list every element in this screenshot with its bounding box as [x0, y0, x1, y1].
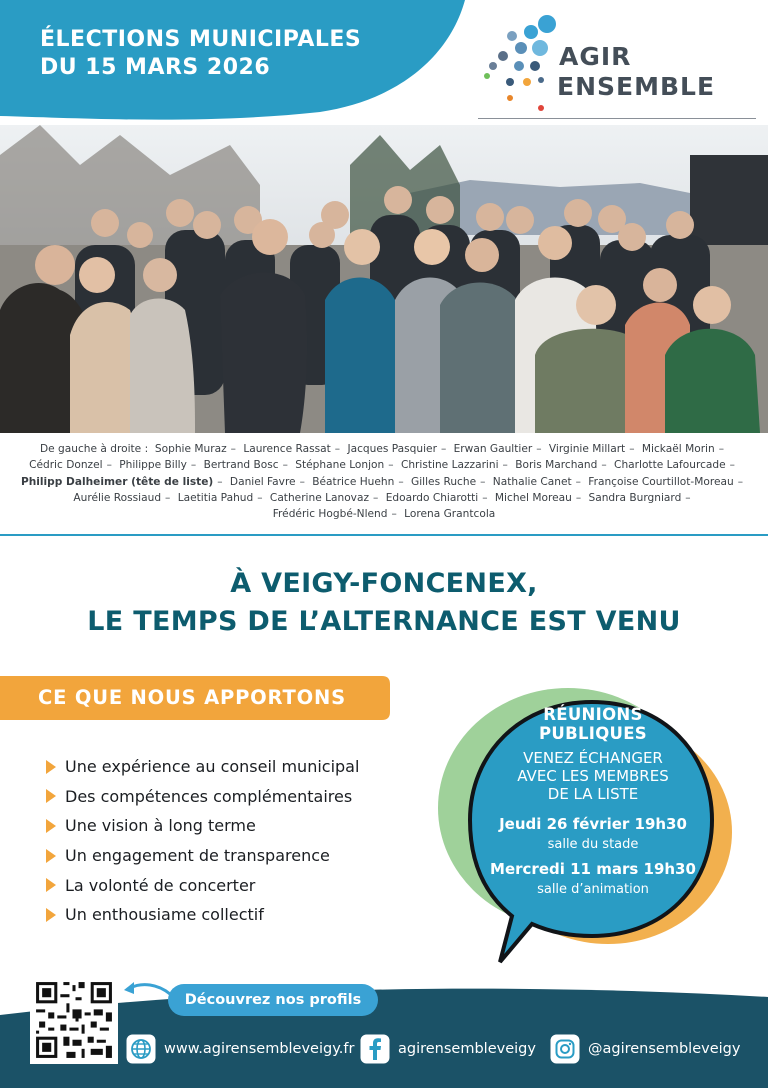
caption-separator: – — [440, 443, 447, 455]
caption-name: Edoardo Chiarotti — [385, 491, 479, 504]
caption-name: Sandra Burgniard — [588, 491, 682, 504]
reunions-title-line2: PUBLIQUES — [538, 724, 647, 743]
logo-name-line2: ENSEMBLE — [557, 72, 716, 101]
caption-name: Aurélie Rossiaud — [73, 491, 162, 504]
reunions-invite-line1: VENEZ ÉCHANGER — [523, 749, 663, 767]
caption-name: Daniel Favre — [229, 475, 296, 488]
list-item — [46, 752, 446, 782]
caption-name: Laetitia Pahud — [177, 491, 254, 504]
reunions-invite — [478, 749, 708, 803]
caption-row — [0, 474, 768, 490]
caption-separator: – — [190, 459, 197, 472]
list-item-text: Un enthousiame collectif — [65, 905, 264, 925]
caption-separator: – — [575, 475, 581, 488]
facebook-text: agirensembleveigy — [398, 1041, 536, 1057]
reunions-invite-line2: AVEC LES MEMBRES — [517, 767, 669, 785]
qr-code[interactable] — [30, 976, 118, 1064]
election-title-line2: DU 15 MARS 2026 — [40, 55, 271, 80]
caption-name-head-of-list: Philipp Dalheimer (tête de liste) — [20, 475, 214, 488]
caption-name: Michel Moreau — [494, 491, 572, 504]
caption-separator: – — [480, 475, 486, 488]
website-text: www.agirensembleveigy.fr — [164, 1041, 355, 1057]
caption-name: Frédéric Hogbé-Nlend — [272, 508, 388, 521]
triangle-bullet-icon — [46, 908, 56, 922]
website-link[interactable] — [126, 1034, 354, 1064]
logo-name-line1: AGIR — [559, 42, 632, 71]
caption-separator: – — [502, 459, 508, 472]
caption-name: Stéphane Lonjon — [295, 459, 385, 472]
triangle-bullet-icon — [46, 878, 56, 892]
facebook-link[interactable] — [360, 1034, 536, 1064]
reunion-date-2: Mercredi 11 mars 19h30 — [490, 860, 696, 878]
caption-name: Boris Marchand — [515, 459, 598, 472]
triangle-bullet-icon — [46, 760, 56, 774]
logo-name — [557, 42, 715, 102]
offer-title: CE QUE NOUS APPORTONS — [38, 686, 346, 709]
caption-separator: – — [685, 491, 691, 504]
caption-separator: – — [373, 491, 379, 504]
list-item — [46, 900, 446, 930]
caption-separator: – — [729, 459, 735, 472]
caption-name: Sophie Muraz — [154, 443, 227, 455]
caption-name: Cédric Donzel — [29, 459, 103, 472]
logo-divider — [478, 118, 756, 119]
discover-profiles-button[interactable]: Découvrez nos profils — [168, 984, 378, 1016]
caption-name: Laurence Rassat — [243, 443, 331, 455]
caption-separator: – — [629, 443, 635, 455]
caption-row — [0, 490, 768, 506]
caption-name: Gilles Ruche — [411, 475, 477, 488]
reunion-date-1: Jeudi 26 février 19h30 — [499, 815, 687, 833]
instagram-text: @agirensembleveigy — [588, 1041, 741, 1057]
caption-name: Lorena Grantcola — [404, 508, 496, 521]
caption-separator: – — [106, 459, 112, 472]
instagram-link[interactable] — [550, 1034, 740, 1064]
triangle-bullet-icon — [46, 789, 56, 803]
caption-separator: – — [230, 443, 236, 455]
list-item-text: Un engagement de transparence — [65, 846, 330, 866]
election-title — [40, 26, 361, 82]
reunions-invite-line3: DE LA LISTE — [547, 785, 639, 803]
election-title-line1: ÉLECTIONS MUNICIPALES — [40, 27, 362, 52]
caption-separator: – — [575, 491, 582, 504]
caption-name: Jacques Pasquier — [347, 443, 437, 455]
caption-separator: – — [217, 475, 223, 488]
list-item — [46, 782, 446, 812]
caption-row — [0, 457, 768, 473]
caption-separator: – — [334, 443, 341, 455]
headline-line1: À VEIGY-FONCENEX, — [230, 568, 538, 599]
instagram-icon — [550, 1034, 580, 1064]
caption-separator: – — [601, 459, 607, 472]
caption-separator: – — [388, 459, 394, 472]
caption-intro: De gauche à droite : — [40, 443, 149, 455]
caption-separator: – — [398, 475, 404, 488]
caption-name: Virginie Millart — [548, 443, 626, 455]
list-item-text: La volonté de concerter — [65, 875, 256, 895]
caption-separator: – — [165, 491, 171, 504]
caption-name: Philippe Billy — [119, 459, 187, 472]
reunions-info — [478, 705, 708, 897]
caption-name: Christine Lazzarini — [400, 459, 499, 472]
offer-list — [46, 752, 446, 930]
caption-separator: – — [257, 491, 263, 504]
caption-name: Nathalie Canet — [492, 475, 572, 488]
facebook-icon — [360, 1034, 390, 1064]
caption-name: Françoise Courtillot-Moreau — [588, 475, 734, 488]
photo-caption — [0, 441, 768, 522]
caption-divider — [0, 534, 768, 536]
list-item — [46, 811, 446, 841]
caption-name: Charlotte Lafourcade — [614, 459, 726, 472]
reunions-title — [478, 705, 708, 743]
main-headline — [0, 565, 768, 641]
list-item — [46, 870, 446, 900]
list-item-text: Des compétences complémentaires — [65, 786, 353, 806]
caption-separator: – — [737, 475, 743, 488]
headline-line2: LE TEMPS DE L’ALTERNANCE EST VENU — [87, 606, 681, 637]
caption-separator: – — [718, 443, 724, 455]
caption-separator: – — [391, 508, 397, 521]
list-item-text: Une expérience au conseil municipal — [65, 757, 360, 777]
caption-separator: – — [482, 491, 488, 504]
reunions-title-line1: RÉUNIONS — [543, 705, 643, 724]
caption-row — [0, 441, 768, 457]
caption-name: Erwan Gaultier — [453, 443, 533, 455]
caption-row — [0, 506, 768, 522]
caption-separator: – — [282, 459, 288, 472]
caption-separator: – — [536, 443, 542, 455]
caption-name: Bertrand Bosc — [203, 459, 279, 472]
caption-name: Béatrice Huehn — [312, 475, 395, 488]
reunion-place-2: salle d’animation — [537, 882, 649, 897]
reunion-place-1: salle du stade — [547, 837, 639, 852]
triangle-bullet-icon — [46, 819, 56, 833]
caption-name: Mickaël Morin — [641, 443, 715, 455]
group-photo — [0, 125, 768, 433]
caption-separator: – — [299, 475, 305, 488]
triangle-bullet-icon — [46, 849, 56, 863]
globe-icon — [126, 1034, 156, 1064]
list-item-text: Une vision à long terme — [65, 816, 256, 836]
caption-name: Catherine Lanovaz — [269, 491, 370, 504]
list-item — [46, 841, 446, 871]
